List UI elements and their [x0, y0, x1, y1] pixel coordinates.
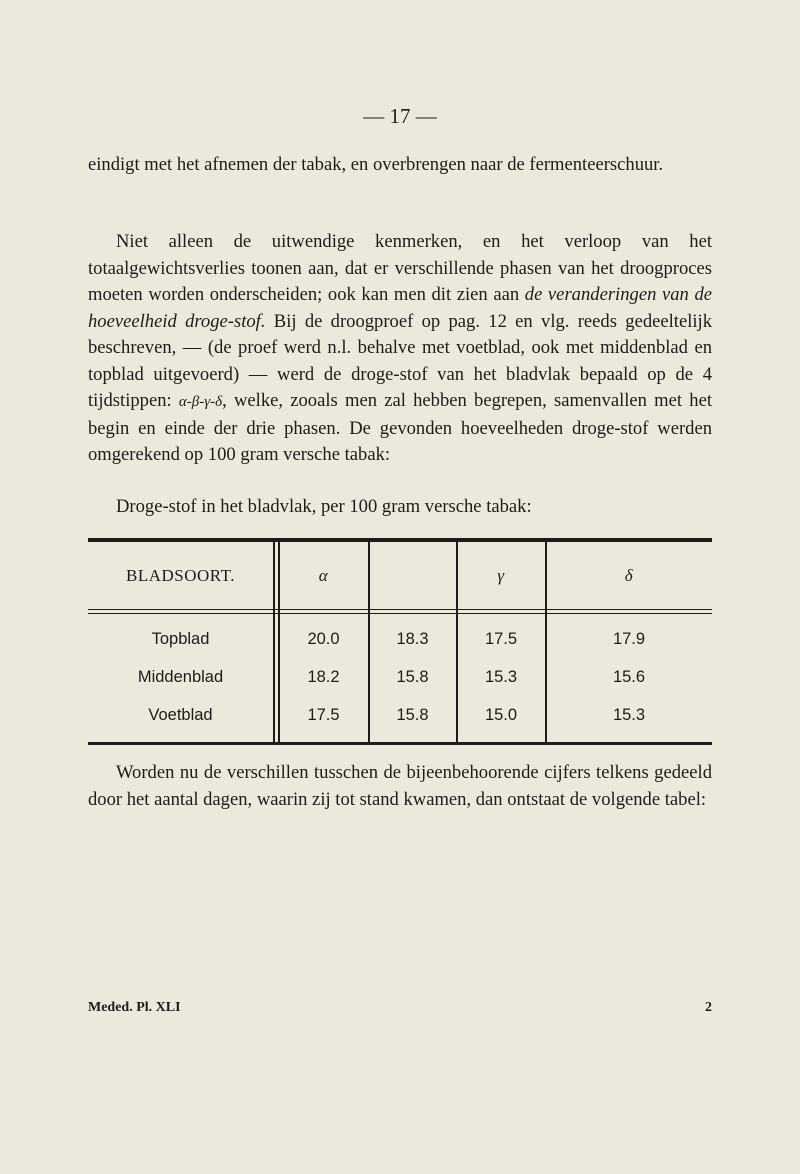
droge-stof-table: [88, 538, 712, 745]
emphasis-droge-stof: de veranderingen van de hoeveelheid droge-stof.: [88, 284, 712, 332]
page-number: — 17 —: [363, 104, 437, 128]
table-cell: 15.0: [484, 706, 518, 724]
table-cell: 15.8: [396, 706, 429, 724]
table-cell: 15.3: [484, 668, 518, 686]
table-cell: 15.6: [612, 668, 646, 686]
row-label: Middenblad: [137, 668, 224, 686]
table-cell: 18.2: [307, 668, 340, 686]
table-cell: 15.3: [612, 706, 646, 724]
table-cell: 17.9: [612, 630, 646, 648]
paragraph-2: Niet alleen de uitwendige kenmerken, en het verloop van het totaalgewichtsverlies toonen aan, dat er verschillende phasen van het droogproces moeten worden onderscheiden; ook kan men dit zien aan de veranderingen van de hoeveelheid droge-stof. Bij de droogproef op pag. 12 en vlg. reeds gedeeltelijk beschreven, — (de proef werd n.l. behalve met voetblad, ook met middenblad en topblad uitgevoerd) — werd de droge-stof van het bladvlak bepaald op de 4 tijdstippen: α-β-γ-δ, welke, zooals men zal hebben begrepen, samenvallen met het begin en einde der drie phasen. De gevonden hoeveelheden droge-stof werden omgerekend op 100 gram versche tabak:: [88, 231, 712, 465]
row-label: Topblad: [151, 630, 210, 648]
header-delta: δ: [624, 566, 634, 585]
row-label: Voetblad: [148, 706, 213, 724]
table-cell: 17.5: [484, 630, 518, 648]
table-cell: 15.8: [396, 668, 429, 686]
table-cell: 17.5: [307, 706, 340, 724]
table-cell: 18.3: [396, 630, 429, 648]
header-alpha: α: [318, 566, 329, 585]
header-gamma: γ: [497, 566, 505, 585]
table-caption: Droge-stof in het bladvlak, per 100 gram versche tabak:: [116, 496, 532, 517]
paragraph-3: Worden nu de verschillen tusschen de bijeenbehoorende cijfers telkens gedeeld door het aantal dagen, waarin zij tot stand kwamen, dan ontstaat de volgende tabel:: [88, 762, 712, 810]
paragraph-1: eindigt met het afnemen der tabak, en overbrengen naar de fermenteerschuur.: [88, 154, 664, 175]
footer-signature: 2: [705, 1000, 712, 1015]
page-footer: [88, 1000, 712, 1016]
greek-timepoints: α-β-γ-δ: [178, 394, 223, 410]
header-bladsoort: BLADSOORT.: [126, 566, 235, 585]
table-cell: 20.0: [307, 630, 340, 648]
footer-series: Meded. Pl. XLI: [88, 1000, 181, 1015]
